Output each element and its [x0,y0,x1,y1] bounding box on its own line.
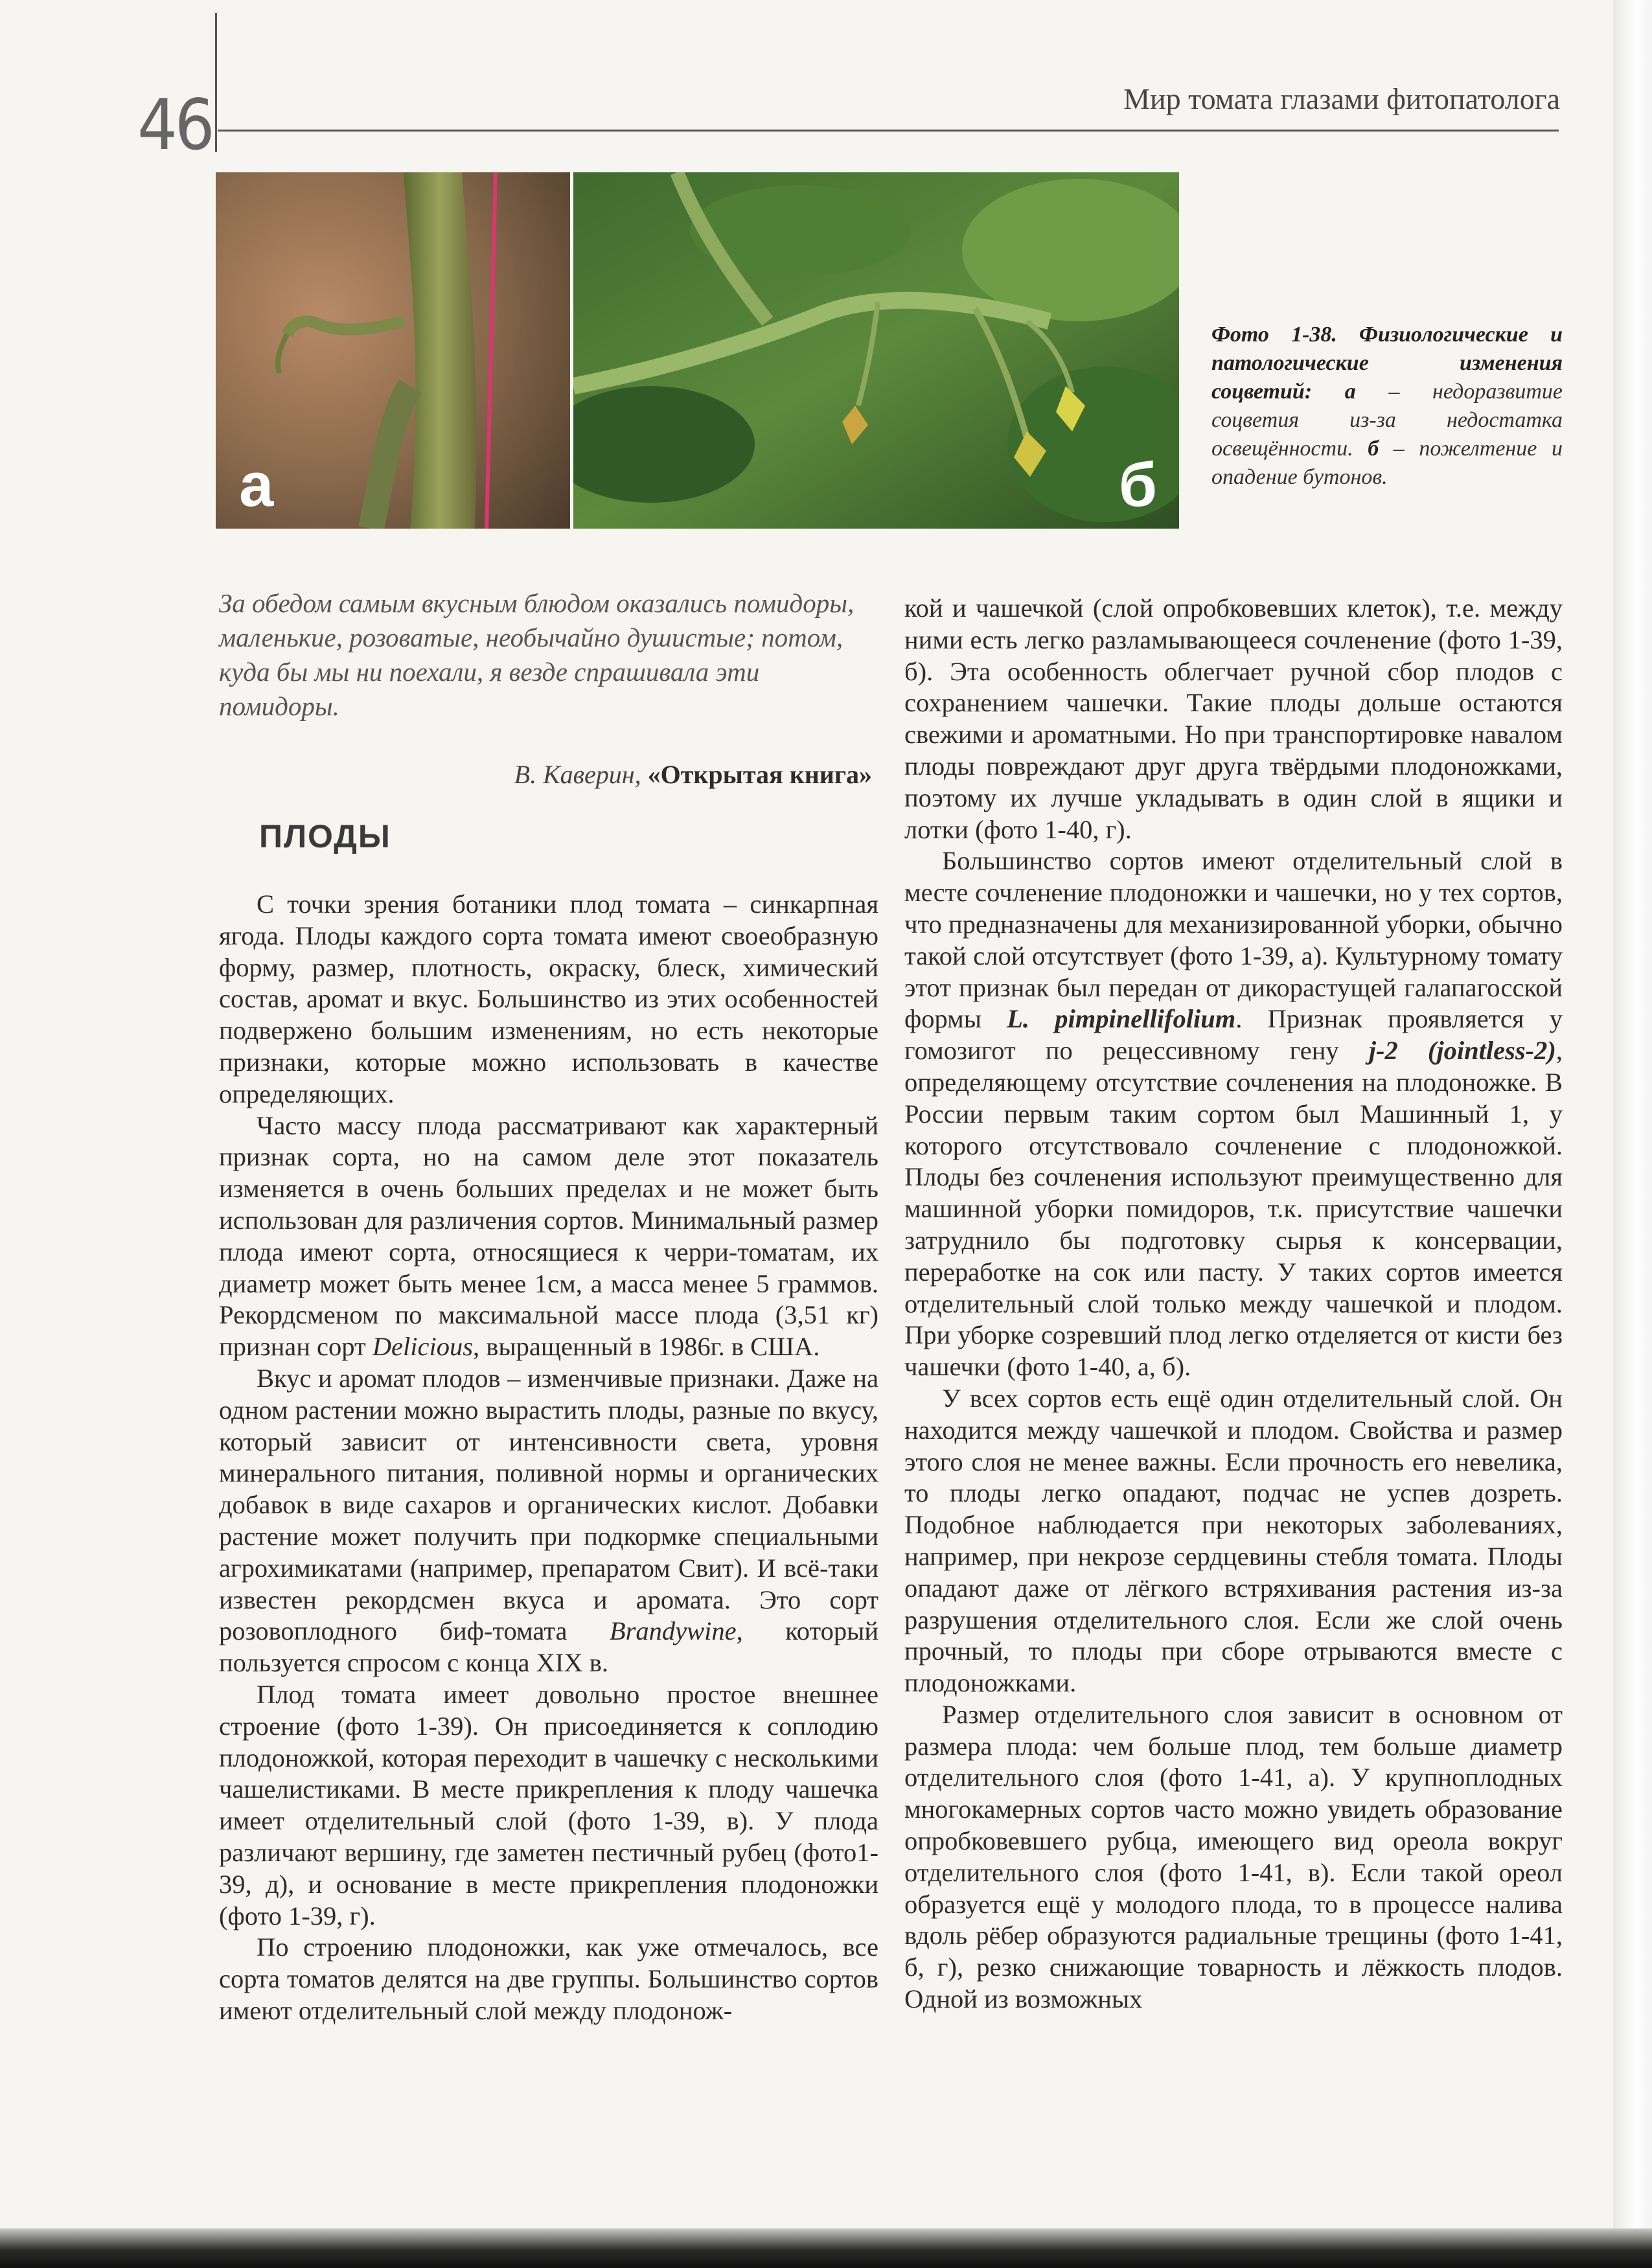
variety-name: Delicious [372,1332,474,1362]
section-title: ПЛОДЫ [259,818,391,854]
photo-b-label: б [1118,450,1157,520]
gene-name: j-2 (jointless-2) [1368,1036,1556,1066]
page-edge [1613,0,1652,2268]
photo-a-label: а [239,450,274,520]
running-title: Мир томата глазами фитопатолога [1123,82,1560,115]
caption-a-text: – недоразвитие соцветия из-за недостатка освещённости. [1211,380,1563,461]
paragraph: Размер отделительного слоя зависит в основном от размера плода: чем больше плод, тем больше диаметр отделительного слоя (фото 1-41, а). У крупноплодных многокамерных сортов часто можно увидеть образование опробковевшего рубца, имеющего вид ореола вокруг отделительного слоя (фото 1-41, в). Если такой ореол образуется ещё у молодого плода, то в процессе налива вдоль рёбер образуются радиальные трещины (фото 1-41, б, г), резко снижающие товарность и лёжкость плодов. Одной из возможных [904,1699,1563,2014]
paragraph: Вкус и аромат плодов – изменчивые признаки. Даже на одном растении можно вырастить плоды, разные по вкусу, который зависит от интенсивности света, уровня минерального питания, поливной нормы и органических добавок в виде сахаров и органических кислот. Добавки растение может получить при подкормке специальными агрохимикатами (например, препаратом Свит). И всё-таки известен рекордсмен вкуса и аромата. Это сорт розовоплодного биф-томата Brandywine, который пользуется спросом с конца XIX в. [219,1363,879,1678]
caption-label: Фото 1-38. Физиологические и патологические изменения соцветий: [1211,323,1563,404]
photo-b [573,172,1179,529]
caption-b-marker: б [1368,437,1379,461]
paragraph: У всех сортов есть ещё один отделительный слой. Он находится между чашечкой и плодом. Свойства и размер этого слоя не менее важны. Если прочность его невелика, то плоды легко опадают, подчас не успев дозреть. Подобное наблюдается при некоторых заболеваниях, например, при некрозе сердцевины стебля томата. Плоды опадают даже от лёгкого встряхивания растения из-за разрушения отделительного слоя. Если же слой очень прочный, то плоды при сборе отрываются вместе с плодоножками. [904,1383,1563,1698]
paragraph: По строению плодоножки, как уже отмечалось, все сорта томатов делятся на две группы. Большинство сортов имеют отделительный слой между плодонож- [219,1932,878,2025]
page-number: 46 [137,85,212,166]
header-rule [218,130,1559,132]
photo-a [216,172,570,529]
paragraph: Часто массу плода рассматривают как характерный признак сорта, но на самом деле этот показатель изменяется в очень больших пределах и не может быть использован для различения сортов. Минимальный размер плода имеют сорта, относящиеся к черри-томатам, их диаметр может быть менее 1см, а масса менее 5 граммов. Рекордсменом по максимальной массе плода (3,51 кг) признан сорт Delicious, выращенный в 1986г. в США. [219,1110,878,1362]
epigraph-author: В. Каверин, [514,760,641,789]
caption-a-marker: а [1344,380,1356,404]
photo-caption [1211,321,1563,492]
caption-b-text: – пожелтение и опадение бутонов. [1211,437,1563,489]
epigraph-source: «Открытая книга» [647,760,872,789]
epigraph: За обедом самым вкусным блюдом оказались помидоры, маленькие, розоватые, необычайно душистые; потом, куда бы мы ни поехали, я везде спрашивала эти помидоры. [219,588,855,721]
margin-line [215,13,217,152]
epigraph-attribution [219,759,872,790]
species-name: L. pimpinellifolium [1007,1004,1236,1034]
paragraph: кой и чашечкой (слой опробковевших клеток), т.е. между ними есть легко разламывающееся сочленение (фото 1-39, б). Эта особенность облегчает ручной сбор плодов с сохранением чашечки. Такие плоды дольше остаются свежими и ароматными. Но при транспортировке навалом плоды повреждают друг друга твёрдыми плодоножками, поэтому их лучше укладывать в один слой в ящики и лотки (фото 1-40, г). [904,593,1563,844]
left-column [219,889,878,2027]
paragraph: Большинство сортов имеют отделительный слой в месте сочленение плодоножки и чашечки, но у тех сортов, что предназначены для механизированной уборки, обычно такой слой отсутствует (фото 1-39, а). Культурному томату этот признак был передан от дикорастущей галапагосской формы L. pimpinellifolium. Признак проявляется у гомозигот по рецессивному гену j-2 (jointless-2), определяющему отсутствие сочленения на плодоножке. В России первым таким сортом был Машинный 1, у которого отсутствовало сочленение с плодоножкой. Плоды без сочленения используют преимущественно для машинной уборки помидоров, т.к. присутствие чашечки затруднило бы подготовку сырья к консервации, переработке на сок или пасту. У таких сортов имеется отделительный слой только между чашечкой и плодом. При уборке созревший плод легко отделяется от кисти без чашечки (фото 1-40, а, б). [904,846,1563,1382]
page-bottom-shadow [0,2228,1652,2268]
paragraph: С точки зрения ботаники плод томата – синкарпная ягода. Плоды каждого сорта томата имеют своеобразную форму, размер, плотность, окраску, блеск, химический состав, аромат и вкус. Большинство из этих особенностей подвержено большим изменениям, но есть некоторые признаки, которые можно использовать в качестве определяющих. [219,889,878,1108]
right-column [904,593,1563,2015]
paragraph: Плод томата имеет довольно простое внешнее строение (фото 1-39). Он присоединяется к соплодию плодоножкой, которая переходит в чашечку с несколькими чашелистиками. В месте прикрепления к плоду чашечка имеет отделительный слой (фото 1-39, в). У плода различают вершину, где заметен пестичный рубец (фото1-39, д), и основание в месте прикрепления плодоножки (фото 1-39, г). [219,1679,878,1930]
variety-name: Brandywine [609,1616,737,1646]
